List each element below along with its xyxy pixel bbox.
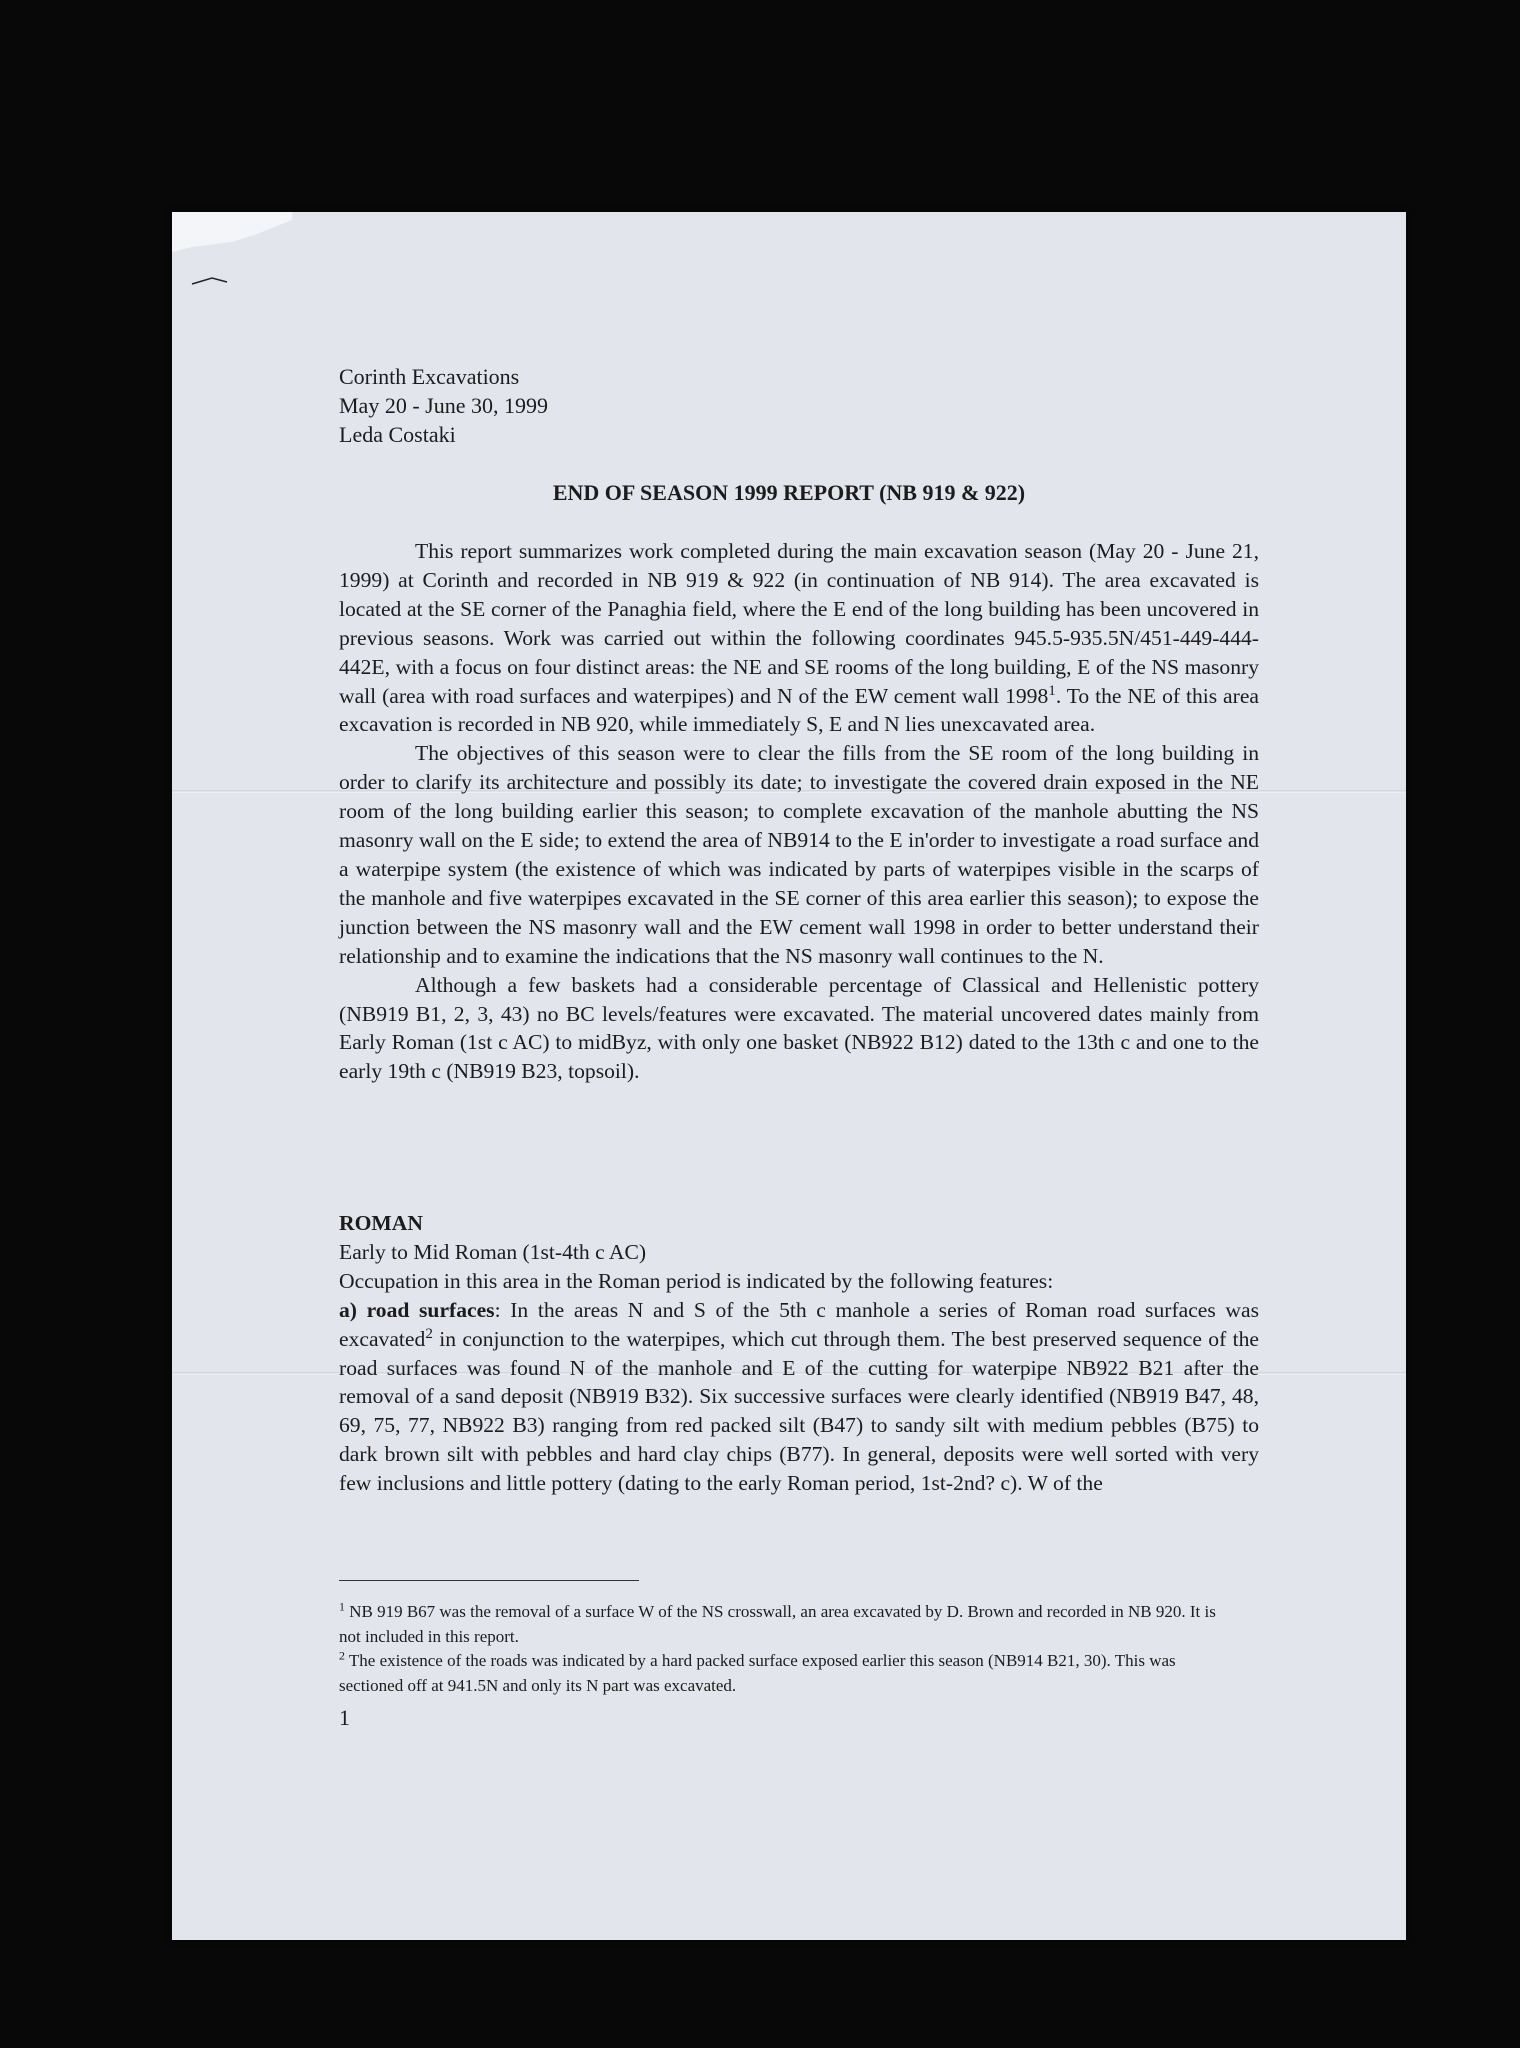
footnote-2 — [339, 1649, 1219, 1698]
section-heading: ROMAN — [339, 1211, 423, 1235]
paragraph-1-text-cont: . To the NE of this area excavation is recorded in NB 920, while immediately S, E and N lies unexcavated area. — [339, 683, 1259, 737]
institution-line: Corinth Excavations — [339, 364, 520, 389]
footnotes — [339, 1600, 1219, 1698]
item-label: a) road surfaces — [339, 1297, 495, 1322]
footnote-ref-2: 2 — [425, 1325, 433, 1342]
item-text: : In the areas N and S of the 5th c manhole a series of Roman road surfaces was excavated — [339, 1297, 1260, 1351]
roman-section — [339, 1209, 1259, 1498]
author-line: Leda Costaki — [339, 422, 456, 447]
footnote-1-text: NB 919 B67 was the removal of a surface W of the NS crosswall, an area excavated by D. Brown and recorded in NB 920. It is not included in this report. — [339, 1602, 1216, 1646]
paragraph-3: Although a few baskets had a considerable percentage of Classical and Hellenistic pottery (NB919 B1, 2, 3, 43) no BC levels/features were excavated. The material uncovered dates mainly from Early Roman (1st c AC) to midByz, with only one basket (NB922 B12) dated to the 13th c and one to the early 19th c (NB919 B23, topsoil). — [339, 972, 1259, 1084]
footnote-divider — [339, 1580, 639, 1581]
section-intro: Occupation in this area in the Roman period is indicated by the following features: — [339, 1268, 1054, 1293]
section-subheading: Early to Mid Roman (1st-4th c AC) — [339, 1239, 647, 1264]
page-number: 1 — [339, 1705, 350, 1730]
footnote-1-number: 1 — [339, 1599, 345, 1614]
paragraph-2: The objectives of this season were to clear the fills from the SE room of the long building in order to clarify its architecture and possibly its date; to investigate the covered drain exposed in the NE room of the long building earlier this season; to complete excavation of the manhole abutting the NS masonry wall on the E side; to extend the area of NB914 to the E in'order to investigate a road surface and a waterpipe system (the existence of which was indicated by parts of waterpipes visible in the scarps of the manhole and five waterpipes excavated in the SE corner of this area earlier this season); to expose the junction between the NS masonry wall and the EW cement wall 1998 in order to better understand their relationship and to examine the indications that the NS masonry wall continues to the N. — [339, 741, 1259, 968]
footnote-1 — [339, 1600, 1219, 1649]
document-header — [339, 362, 548, 449]
footnote-ref-1: 1 — [1048, 682, 1056, 699]
torn-corner-mark — [172, 212, 292, 292]
footnote-2-text: The existence of the roads was indicated by a hard packed surface exposed earlier this season (NB914 B21, 30). This was sectioned off at 941.5N and only its N part was excavated. — [339, 1651, 1176, 1695]
report-body — [339, 537, 1259, 1086]
report-title: END OF SEASON 1999 REPORT (NB 919 & 922) — [552, 480, 1026, 505]
road-surfaces-item — [339, 1296, 1259, 1498]
paragraph-1-text: This report summarizes work completed during the main excavation season (May 20 - June 21, 1999) at Corinth and recorded in NB 919 & 922 (in continuation of NB 914). The area excavated is located at the SE corner of the Panaghia field, where the E end of the long building has been uncovered in previous seasons. Work was carried out within the following coordinates 945.5-935.5N/451-449-444-442E, with a focus on four distinct areas: the NE and SE rooms of the long building, E of the NS masonry wall (area with road surfaces and waterpipes) and N of the EW cement wall 1998 — [339, 539, 1259, 708]
paragraph-1 — [339, 537, 1259, 739]
document-page — [172, 212, 1406, 1940]
date-line: May 20 - June 30, 1999 — [339, 393, 548, 418]
footnote-2-number: 2 — [339, 1648, 345, 1663]
item-text-cont: in conjunction to the waterpipes, which cut through them. The best preserved sequence of the road surfaces was found N of the manhole and E of the cutting for waterpipe NB922 B21 after the removal of a sand deposit (NB919 B32). Six successive surfaces were clearly identified (NB919 B47, 48, 69, 75, 77, NB922 B3) ranging from red packed silt (B47) to sandy silt with medium pebbles (B75) to dark brown silt with pebbles and hard clay chips (B77). In general, deposits were well sorted with very few inclusions and little pottery (dating to the early Roman period, 1st-2nd? c). W of the — [339, 1326, 1259, 1496]
